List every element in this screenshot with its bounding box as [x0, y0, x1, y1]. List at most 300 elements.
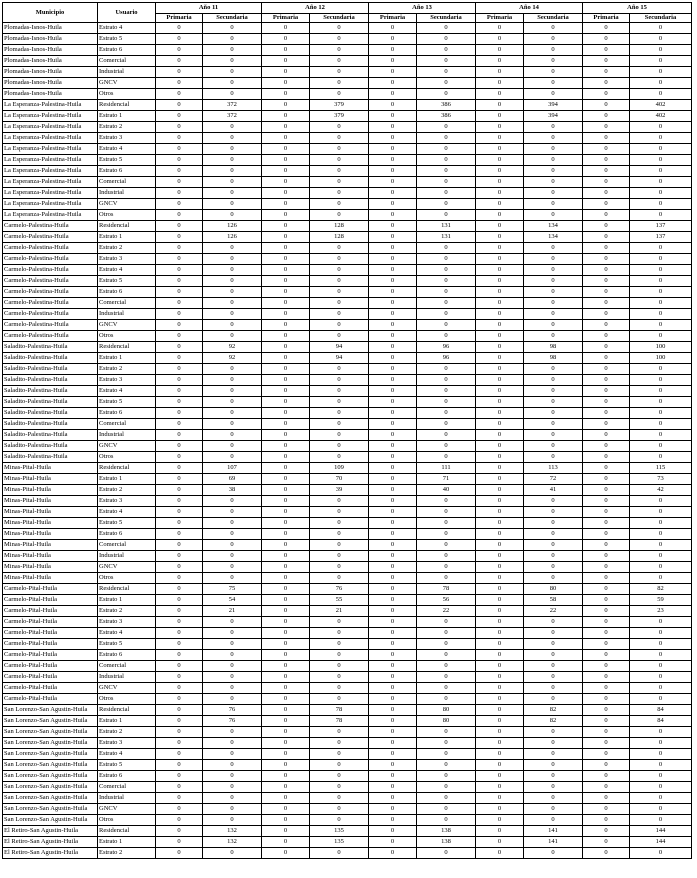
table-row [3, 243, 692, 254]
cell-value: 0 [476, 276, 524, 287]
cell-value: 0 [417, 331, 476, 342]
cell-value: 0 [417, 496, 476, 507]
cell-value: 0 [524, 243, 583, 254]
cell-municipio: Carmelo-Pital-Huila [3, 672, 98, 683]
cell-value: 0 [476, 89, 524, 100]
cell-value: 0 [417, 67, 476, 78]
cell-value: 0 [476, 815, 524, 826]
cell-value: 0 [156, 133, 203, 144]
cell-value: 0 [476, 144, 524, 155]
cell-value: 0 [630, 749, 692, 760]
cell-municipio: La Esperanza-Palestina-Huila [3, 188, 98, 199]
cell-value: 0 [369, 518, 417, 529]
cell-value: 128 [310, 221, 369, 232]
cell-value: 21 [203, 606, 262, 617]
cell-value: 0 [369, 144, 417, 155]
cell-value: 0 [583, 826, 630, 837]
cell-value: 0 [310, 166, 369, 177]
cell-value: 0 [262, 452, 310, 463]
cell-value: 0 [476, 155, 524, 166]
cell-value: 0 [369, 793, 417, 804]
cell-value: 0 [262, 232, 310, 243]
cell-value: 0 [203, 815, 262, 826]
cell-value: 0 [583, 760, 630, 771]
cell-value: 0 [583, 771, 630, 782]
cell-value: 0 [369, 375, 417, 386]
cell-value: 0 [203, 298, 262, 309]
cell-value: 0 [583, 89, 630, 100]
cell-value: 0 [310, 694, 369, 705]
cell-value: 0 [203, 309, 262, 320]
cell-usuario: Estrato 4 [98, 265, 156, 276]
table-row [3, 738, 692, 749]
cell-value: 0 [524, 683, 583, 694]
cell-value: 96 [417, 353, 476, 364]
table-row [3, 309, 692, 320]
cell-value: 402 [630, 100, 692, 111]
cell-usuario: Estrato 3 [98, 254, 156, 265]
cell-value: 0 [583, 375, 630, 386]
cell-value: 0 [476, 507, 524, 518]
header-secundaria: Secundaria [203, 14, 262, 23]
cell-value: 0 [524, 45, 583, 56]
cell-usuario: Estrato 3 [98, 133, 156, 144]
table-row [3, 749, 692, 760]
cell-value: 0 [476, 683, 524, 694]
cell-value: 0 [262, 111, 310, 122]
cell-value: 0 [203, 573, 262, 584]
cell-value: 82 [630, 584, 692, 595]
cell-value: 0 [417, 430, 476, 441]
table-row [3, 584, 692, 595]
cell-value: 0 [156, 694, 203, 705]
cell-usuario: Estrato 5 [98, 518, 156, 529]
cell-value: 0 [417, 144, 476, 155]
table-row [3, 551, 692, 562]
cell-usuario: Otros [98, 573, 156, 584]
cell-value: 0 [369, 661, 417, 672]
cell-value: 0 [476, 529, 524, 540]
cell-value: 0 [369, 342, 417, 353]
cell-usuario: Residencial [98, 584, 156, 595]
cell-value: 0 [630, 661, 692, 672]
cell-value: 0 [310, 122, 369, 133]
cell-usuario: Otros [98, 331, 156, 342]
cell-value: 0 [417, 419, 476, 430]
header-municipio: Municipio [3, 3, 98, 23]
cell-value: 0 [630, 441, 692, 452]
cell-value: 0 [583, 749, 630, 760]
cell-value: 0 [630, 45, 692, 56]
cell-value: 0 [630, 89, 692, 100]
cell-value: 0 [417, 386, 476, 397]
cell-usuario: Estrato 4 [98, 386, 156, 397]
cell-value: 94 [310, 342, 369, 353]
table-row [3, 804, 692, 815]
cell-value: 0 [310, 386, 369, 397]
cell-value: 0 [630, 298, 692, 309]
cell-value: 0 [369, 243, 417, 254]
cell-value: 0 [156, 221, 203, 232]
cell-value: 0 [156, 474, 203, 485]
cell-value: 0 [310, 408, 369, 419]
cell-value: 0 [156, 793, 203, 804]
cell-value: 0 [203, 782, 262, 793]
cell-value: 0 [262, 67, 310, 78]
cell-value: 0 [369, 573, 417, 584]
cell-value: 0 [369, 199, 417, 210]
table-row [3, 573, 692, 584]
cell-value: 0 [630, 287, 692, 298]
cell-value: 0 [156, 331, 203, 342]
header-year: Año 11 [156, 3, 262, 14]
table-row [3, 254, 692, 265]
cell-value: 0 [524, 122, 583, 133]
cell-value: 0 [524, 144, 583, 155]
cell-value: 0 [310, 727, 369, 738]
cell-value: 0 [476, 254, 524, 265]
cell-value: 0 [156, 287, 203, 298]
cell-value: 128 [310, 232, 369, 243]
cell-value: 0 [310, 683, 369, 694]
cell-municipio: Saladito-Palestina-Huila [3, 441, 98, 452]
table-row [3, 166, 692, 177]
cell-value: 0 [156, 804, 203, 815]
cell-value: 0 [262, 650, 310, 661]
cell-value: 0 [156, 408, 203, 419]
cell-value: 0 [630, 496, 692, 507]
cell-value: 0 [476, 210, 524, 221]
cell-value: 71 [417, 474, 476, 485]
cell-value: 0 [524, 804, 583, 815]
cell-value: 38 [203, 485, 262, 496]
cell-value: 0 [476, 485, 524, 496]
cell-usuario: Industrial [98, 430, 156, 441]
cell-municipio: Carmelo-Pital-Huila [3, 617, 98, 628]
cell-value: 0 [369, 672, 417, 683]
cell-value: 0 [583, 100, 630, 111]
cell-value: 0 [476, 375, 524, 386]
cell-value: 0 [262, 507, 310, 518]
cell-value: 0 [630, 67, 692, 78]
table-row [3, 826, 692, 837]
cell-usuario: Estrato 4 [98, 628, 156, 639]
cell-value: 0 [524, 793, 583, 804]
cell-value: 0 [476, 78, 524, 89]
cell-value: 0 [583, 507, 630, 518]
cell-value: 0 [630, 562, 692, 573]
cell-value: 0 [262, 287, 310, 298]
cell-value: 0 [262, 793, 310, 804]
cell-municipio: Saladito-Palestina-Huila [3, 342, 98, 353]
cell-municipio: San Lorenzo-San Agustin-Huila [3, 760, 98, 771]
cell-value: 0 [476, 782, 524, 793]
cell-value: 0 [369, 67, 417, 78]
cell-municipio: Carmelo-Palestina-Huila [3, 298, 98, 309]
cell-value: 0 [630, 507, 692, 518]
cell-value: 0 [262, 518, 310, 529]
cell-value: 0 [369, 78, 417, 89]
cell-value: 0 [630, 452, 692, 463]
cell-value: 0 [156, 441, 203, 452]
cell-value: 0 [417, 122, 476, 133]
cell-value: 0 [524, 562, 583, 573]
cell-value: 0 [156, 760, 203, 771]
cell-value: 0 [262, 199, 310, 210]
cell-municipio: San Lorenzo-San Agustin-Huila [3, 705, 98, 716]
cell-value: 0 [476, 705, 524, 716]
cell-value: 0 [583, 320, 630, 331]
cell-municipio: Minas-Pital-Huila [3, 474, 98, 485]
cell-value: 0 [262, 705, 310, 716]
cell-value: 0 [203, 320, 262, 331]
cell-value: 0 [524, 419, 583, 430]
cell-value: 0 [417, 254, 476, 265]
cell-usuario: Estrato 5 [98, 760, 156, 771]
cell-value: 0 [369, 210, 417, 221]
cell-municipio: Minas-Pital-Huila [3, 540, 98, 551]
cell-value: 0 [203, 265, 262, 276]
table-row [3, 793, 692, 804]
cell-usuario: Comercial [98, 540, 156, 551]
cell-value: 0 [583, 485, 630, 496]
cell-value: 0 [476, 617, 524, 628]
cell-value: 0 [583, 287, 630, 298]
cell-usuario: Estrato 1 [98, 716, 156, 727]
cell-municipio: San Lorenzo-San Agustin-Huila [3, 738, 98, 749]
cell-value: 0 [156, 672, 203, 683]
cell-value: 73 [630, 474, 692, 485]
table-row [3, 287, 692, 298]
cell-value: 0 [583, 463, 630, 474]
cell-usuario: Estrato 5 [98, 155, 156, 166]
cell-value: 0 [417, 551, 476, 562]
cell-value: 0 [524, 210, 583, 221]
cell-usuario: Industrial [98, 672, 156, 683]
cell-value: 0 [203, 45, 262, 56]
cell-value: 0 [262, 551, 310, 562]
cell-value: 0 [524, 507, 583, 518]
cell-value: 0 [476, 573, 524, 584]
cell-value: 0 [203, 518, 262, 529]
cell-usuario: Residencial [98, 463, 156, 474]
cell-value: 144 [630, 826, 692, 837]
cell-value: 0 [369, 749, 417, 760]
cell-value: 0 [203, 23, 262, 34]
table-row [3, 386, 692, 397]
cell-value: 80 [417, 705, 476, 716]
cell-value: 0 [310, 287, 369, 298]
cell-value: 0 [156, 265, 203, 276]
cell-value: 0 [156, 397, 203, 408]
table-row [3, 474, 692, 485]
cell-value: 0 [310, 749, 369, 760]
cell-value: 0 [476, 397, 524, 408]
cell-value: 0 [476, 551, 524, 562]
cell-value: 0 [583, 34, 630, 45]
cell-value: 0 [203, 419, 262, 430]
cell-value: 0 [262, 276, 310, 287]
cell-value: 0 [262, 727, 310, 738]
table-row [3, 760, 692, 771]
cell-value: 0 [156, 650, 203, 661]
cell-value: 0 [203, 188, 262, 199]
cell-value: 0 [262, 133, 310, 144]
cell-value: 0 [156, 617, 203, 628]
cell-value: 0 [476, 298, 524, 309]
cell-value: 0 [583, 111, 630, 122]
cell-usuario: Estrato 6 [98, 650, 156, 661]
cell-value: 0 [262, 463, 310, 474]
cell-value: 0 [476, 133, 524, 144]
cell-value: 138 [417, 826, 476, 837]
cell-value: 0 [262, 364, 310, 375]
cell-municipio: Saladito-Palestina-Huila [3, 430, 98, 441]
cell-value: 0 [417, 23, 476, 34]
cell-value: 0 [476, 232, 524, 243]
table-row [3, 672, 692, 683]
cell-municipio: Plomadas-Isnos-Huila [3, 45, 98, 56]
cell-value: 0 [583, 804, 630, 815]
cell-value: 0 [417, 793, 476, 804]
cell-value: 111 [417, 463, 476, 474]
cell-value: 0 [476, 672, 524, 683]
cell-value: 0 [630, 573, 692, 584]
cell-value: 0 [203, 133, 262, 144]
cell-usuario: Residencial [98, 826, 156, 837]
cell-value: 0 [630, 430, 692, 441]
cell-value: 0 [524, 749, 583, 760]
cell-value: 0 [156, 45, 203, 56]
cell-value: 0 [369, 584, 417, 595]
cell-value: 0 [310, 529, 369, 540]
cell-value: 0 [262, 265, 310, 276]
cell-value: 0 [476, 540, 524, 551]
cell-value: 0 [630, 771, 692, 782]
cell-value: 76 [203, 716, 262, 727]
cell-value: 0 [417, 738, 476, 749]
cell-value: 0 [476, 45, 524, 56]
cell-value: 0 [310, 617, 369, 628]
cell-value: 0 [630, 331, 692, 342]
cell-value: 96 [417, 342, 476, 353]
cell-value: 0 [583, 353, 630, 364]
cell-usuario: Residencial [98, 100, 156, 111]
cell-value: 0 [156, 364, 203, 375]
cell-municipio: Plomadas-Isnos-Huila [3, 89, 98, 100]
cell-value: 0 [369, 111, 417, 122]
cell-value: 0 [310, 441, 369, 452]
cell-value: 0 [369, 848, 417, 859]
cell-municipio: Saladito-Palestina-Huila [3, 353, 98, 364]
cell-value: 0 [262, 672, 310, 683]
header-usuario: Usuario [98, 3, 156, 23]
table-body [3, 23, 692, 859]
cell-value: 0 [583, 848, 630, 859]
cell-value: 0 [417, 452, 476, 463]
cell-municipio: Carmelo-Palestina-Huila [3, 254, 98, 265]
cell-value: 0 [630, 166, 692, 177]
cell-value: 0 [310, 67, 369, 78]
cell-municipio: Saladito-Palestina-Huila [3, 397, 98, 408]
cell-value: 0 [524, 375, 583, 386]
table-row [3, 232, 692, 243]
cell-value: 92 [203, 353, 262, 364]
cell-value: 0 [476, 441, 524, 452]
cell-municipio: Saladito-Palestina-Huila [3, 386, 98, 397]
cell-value: 100 [630, 342, 692, 353]
table-row [3, 100, 692, 111]
cell-value: 0 [583, 243, 630, 254]
cell-value: 0 [262, 628, 310, 639]
cell-value: 0 [583, 815, 630, 826]
cell-value: 0 [524, 331, 583, 342]
cell-value: 0 [369, 760, 417, 771]
cell-value: 0 [583, 122, 630, 133]
cell-value: 0 [156, 67, 203, 78]
cell-value: 0 [369, 628, 417, 639]
cell-value: 0 [476, 562, 524, 573]
cell-value: 0 [310, 78, 369, 89]
cell-value: 0 [417, 199, 476, 210]
cell-value: 0 [310, 848, 369, 859]
cell-value: 0 [524, 540, 583, 551]
cell-value: 0 [630, 727, 692, 738]
cell-municipio: Plomadas-Isnos-Huila [3, 67, 98, 78]
cell-value: 0 [583, 595, 630, 606]
cell-value: 0 [156, 232, 203, 243]
header-primaria: Primaria [476, 14, 524, 23]
cell-value: 0 [476, 727, 524, 738]
cell-value: 0 [583, 683, 630, 694]
header-year: Año 15 [583, 3, 692, 14]
cell-value: 0 [476, 738, 524, 749]
cell-value: 0 [476, 837, 524, 848]
cell-value: 0 [262, 45, 310, 56]
cell-value: 0 [203, 430, 262, 441]
cell-value: 0 [524, 133, 583, 144]
cell-value: 0 [262, 661, 310, 672]
cell-value: 0 [262, 419, 310, 430]
cell-municipio: San Lorenzo-San Agustin-Huila [3, 727, 98, 738]
cell-value: 0 [583, 386, 630, 397]
cell-usuario: Estrato 1 [98, 595, 156, 606]
cell-value: 0 [476, 188, 524, 199]
cell-usuario: GNCV [98, 78, 156, 89]
cell-value: 0 [262, 617, 310, 628]
cell-usuario: Estrato 3 [98, 496, 156, 507]
cell-value: 0 [417, 848, 476, 859]
cell-value: 0 [476, 650, 524, 661]
cell-usuario: GNCV [98, 320, 156, 331]
cell-value: 0 [417, 45, 476, 56]
cell-value: 0 [369, 606, 417, 617]
cell-value: 55 [310, 595, 369, 606]
cell-value: 0 [476, 56, 524, 67]
cell-value: 0 [476, 122, 524, 133]
cell-value: 0 [524, 155, 583, 166]
cell-value: 134 [524, 221, 583, 232]
cell-value: 0 [262, 298, 310, 309]
cell-usuario: Estrato 2 [98, 606, 156, 617]
table-row [3, 650, 692, 661]
cell-value: 0 [524, 441, 583, 452]
cell-value: 0 [417, 771, 476, 782]
cell-value: 23 [630, 606, 692, 617]
cell-value: 0 [476, 364, 524, 375]
cell-value: 137 [630, 221, 692, 232]
cell-value: 0 [524, 518, 583, 529]
